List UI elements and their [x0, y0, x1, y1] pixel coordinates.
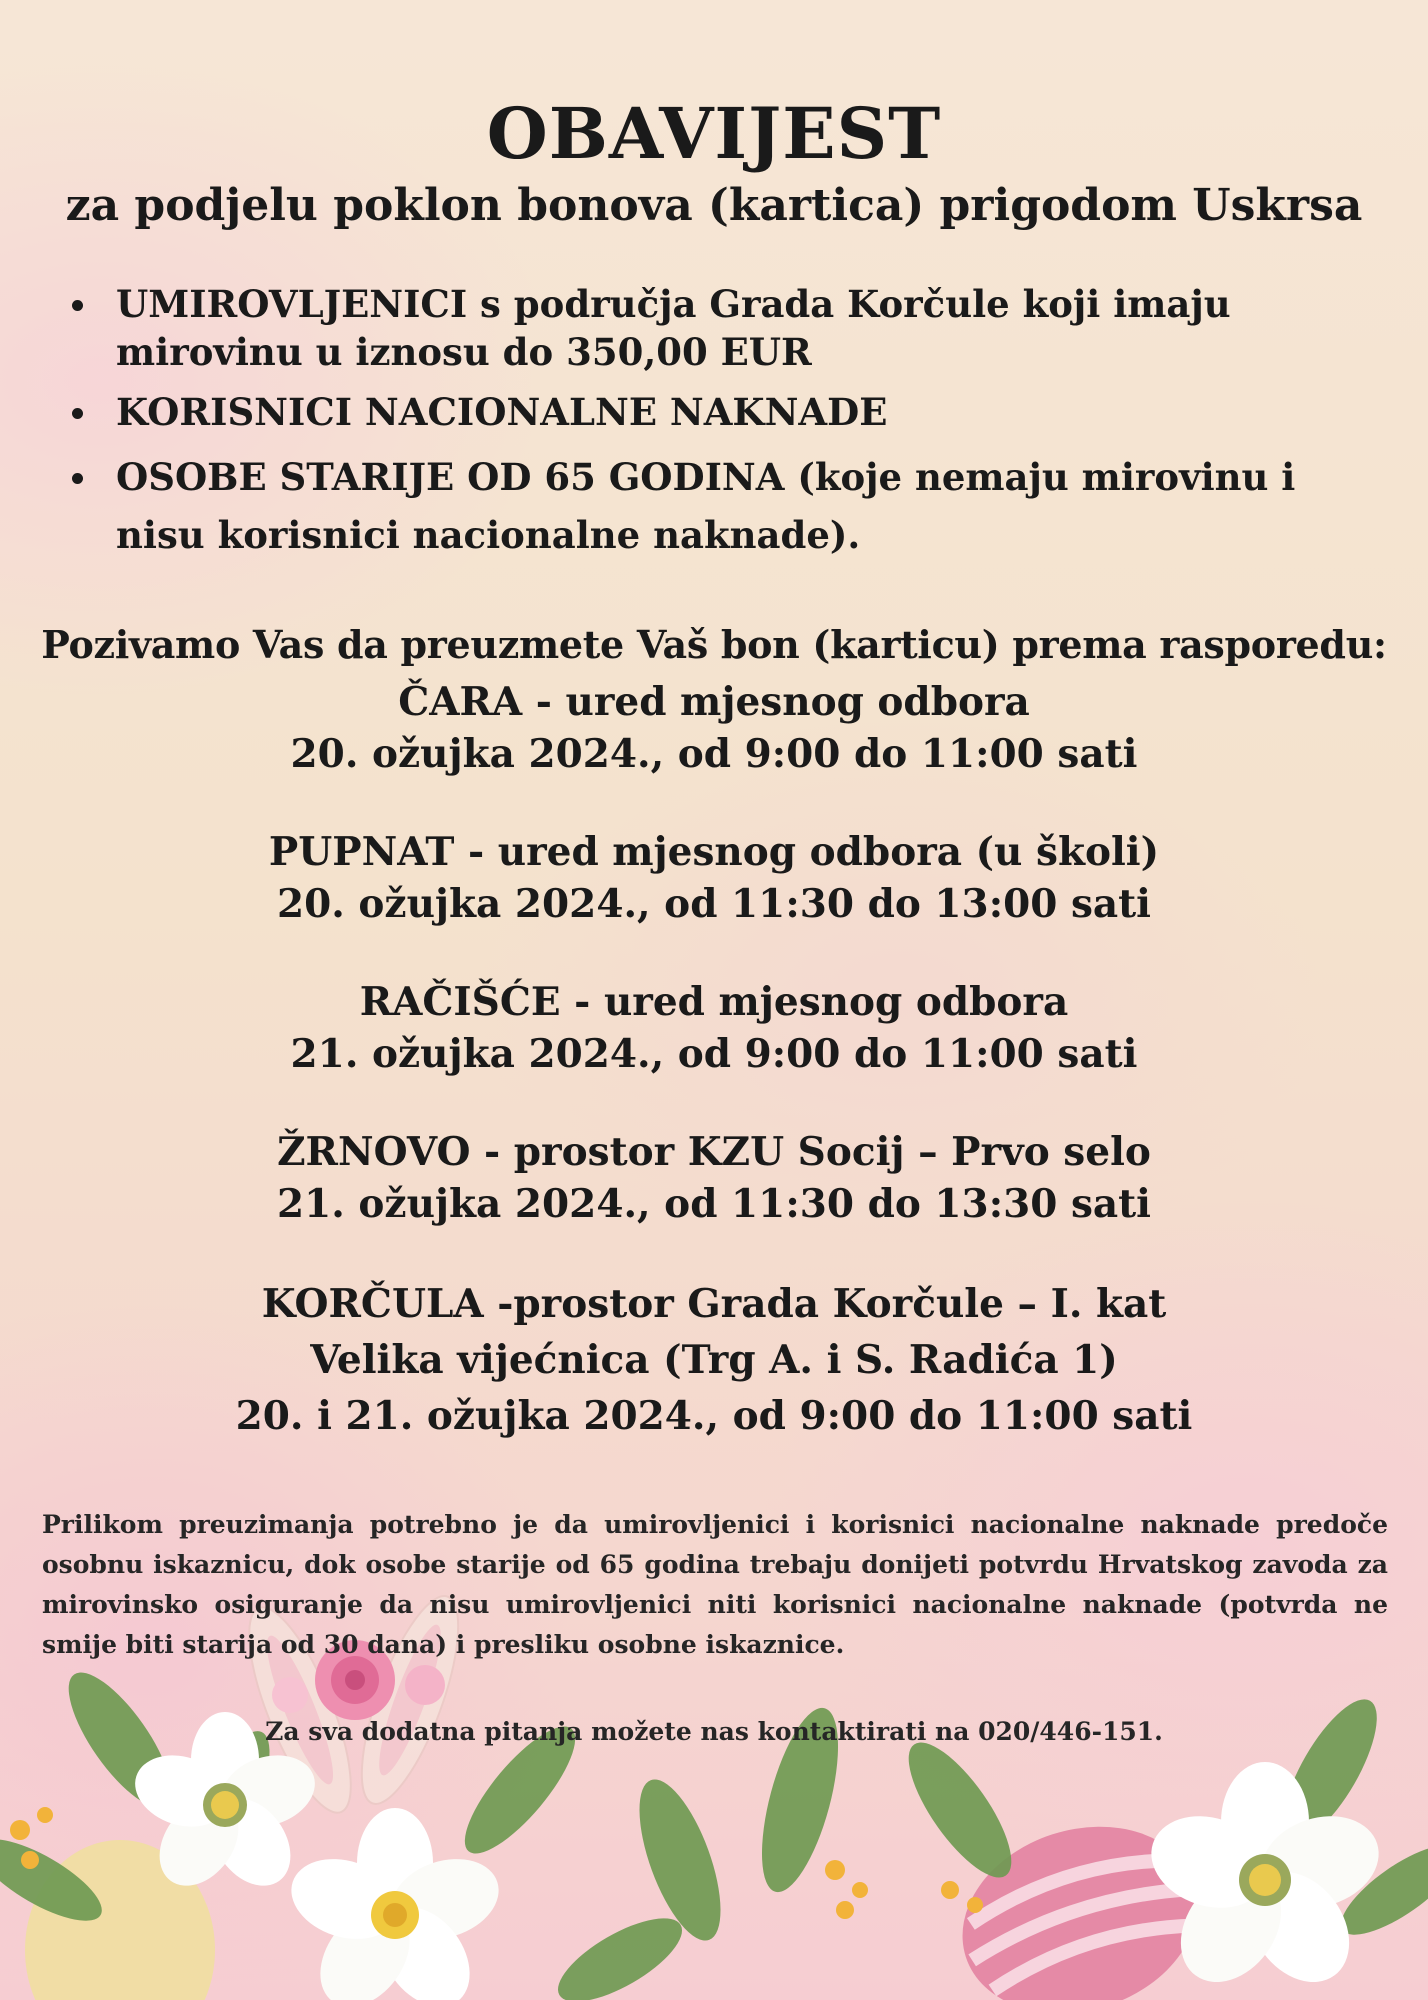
schedule-time: 21. ožujka 2024., od 9:00 do 11:00 sati: [290, 1031, 1138, 1077]
schedule-location-detail: Velika vijećnica (Trg A. i S. Radića 1): [310, 1337, 1118, 1383]
pickup-schedule: [0, 676, 1428, 1490]
list-item: KORISNICI NACIONALNE NAKNADE: [70, 388, 1370, 436]
schedule-time: 20. ožujka 2024., od 11:30 do 13:00 sati: [276, 881, 1151, 927]
page-title: OBAVIJEST: [486, 92, 942, 175]
schedule-item-racisce: [0, 976, 1428, 1080]
schedule-location: KORČULA -prostor Grada Korčule – I. kat: [261, 1281, 1167, 1327]
schedule-location: PUPNAT - ured mjesnog odbora (u školi): [268, 829, 1160, 875]
schedule-item-zrnovo: [0, 1126, 1428, 1230]
schedule-item-cara: [0, 676, 1428, 780]
schedule-time: 21. ožujka 2024., od 11:30 do 13:30 sati: [276, 1181, 1151, 1227]
list-item: UMIROVLJENICI s područja Grada Korčule koji imaju mirovinu u iznosu do 350,00 EUR: [70, 280, 1370, 376]
page-subtitle: za podjelu poklon bonova (kartica) prigodom Uskrsa: [65, 180, 1363, 231]
list-item: OSOBE STARIJE OD 65 GODINA (koje nemaju mirovinu i nisu korisnici nacionalne naknade).: [70, 448, 1370, 564]
schedule-location: ČARA - ured mjesnog odbora: [398, 679, 1030, 725]
contact-info: Za sva dodatna pitanja možete nas kontaktirati na 020/446-151.: [265, 1717, 1163, 1746]
schedule-item-pupnat: [0, 826, 1428, 930]
schedule-item-korcula: [0, 1276, 1428, 1444]
schedule-location: ŽRNOVO - prostor KZU Socij – Prvo selo: [277, 1129, 1151, 1175]
invitation-text: Pozivamo Vas da preuzmete Vaš bon (karticu) prema rasporedu:: [41, 622, 1387, 667]
schedule-time: 20. ožujka 2024., od 9:00 do 11:00 sati: [290, 731, 1138, 777]
eligibility-list: [70, 280, 1370, 576]
pickup-requirements-note: Prilikom preuzimanja potrebno je da umirovljenici i korisnici nacionalne naknade predoče osobnu iskaznicu, dok osobe starije od 65 godina trebaju donijeti potvrdu Hrvatskog zavoda za mirovinsko osiguranje da nisu umirovljenici niti korisnici nacionalne naknade (potvrda ne smije biti starija od 30 dana) i presliku osobne iskaznice.: [42, 1510, 1388, 1659]
schedule-time: 20. i 21. ožujka 2024., od 9:00 do 11:00 sati: [235, 1393, 1193, 1439]
schedule-location: RAČIŠĆE - ured mjesnog odbora: [359, 979, 1069, 1025]
